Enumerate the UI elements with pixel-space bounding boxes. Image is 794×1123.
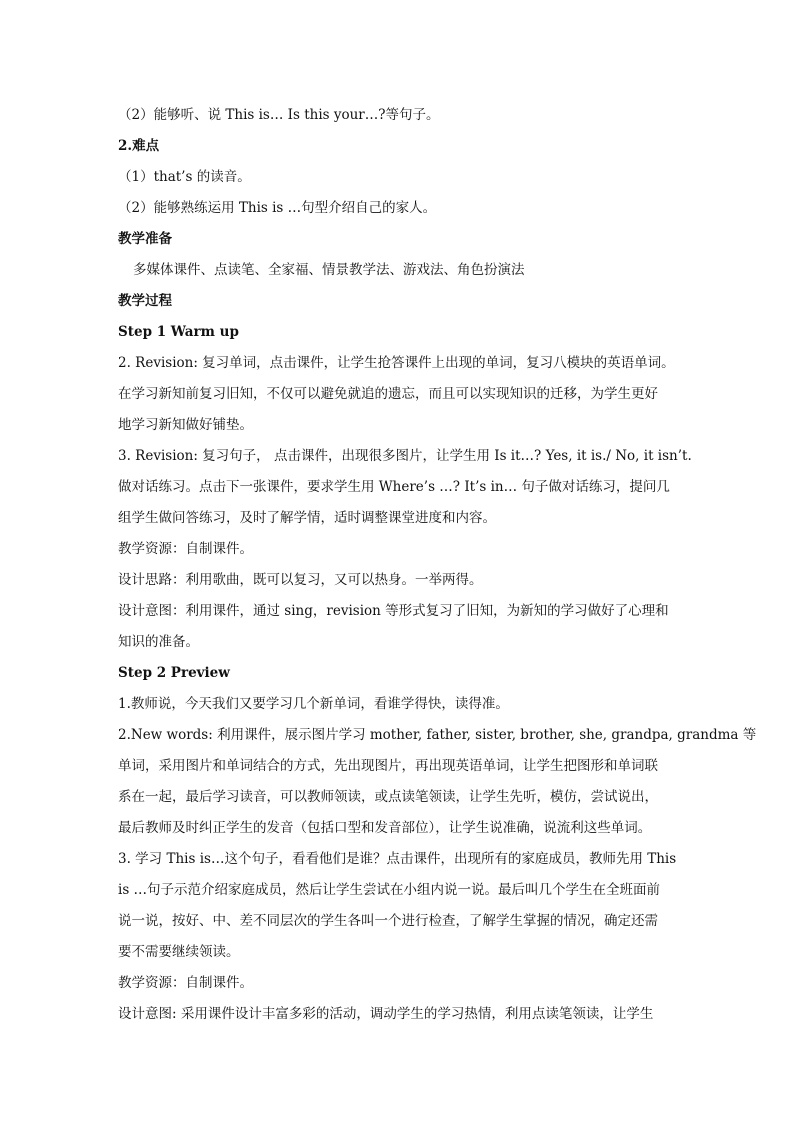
text-line: 设计意图：利用课件，通过 sing，revision 等形式复习了旧知，为新知的学习做好了心理和 [118,603,669,619]
text-line: 系在一起，最后学习读音，可以教师领读，或点读笔领读，让学生先听，模仿，尝试说出， [118,789,658,805]
text-line: 3. Revision: 复习句子， 点击课件，出现很多图片，让学生用 Is it…? Yes, it is./ No, it isn’t. [118,448,692,464]
document-page [118,100,757,1030]
text-line: 教学资源：自制课件。 [118,541,253,557]
text-line: 最后教师及时纠正学生的发音（包括口型和发音部位），让学生说准确，说流利这些单词。 [118,820,652,836]
section-heading-process: 教学过程 [118,293,172,309]
text-line: （2）能够听、说 This is… Is this your…?等句子。 [118,107,440,123]
text-line: 多媒体课件、点读笔、全家福、情景教学法、游戏法、角色扮演法 [133,262,525,278]
text-line: 教学资源：自制课件。 [118,975,253,991]
text-line: 说一说，按好、中、差不同层次的学生各叫一个进行检查，了解学生掌握的情况，确定还需 [118,913,658,929]
text-line: 要不需要继续领读。 [118,944,240,960]
section-heading-difficulty: 2.难点 [118,138,160,154]
text-line: 设计思路：利用歌曲，既可以复习，又可以热身。一举两得。 [118,572,483,588]
text-line: is …句子示范介绍家庭成员，然后让学生尝试在小组内说一说。最后叫几个学生在全班面前 [118,882,661,898]
text-line: 设计意图: 采用课件设计丰富多彩的活动，调动学生的学习热情，利用点读笔领读，让学生 [118,1006,654,1022]
text-line: （2）能够熟练运用 This is …句型介绍自己的家人。 [118,200,437,216]
section-heading-preparation: 教学准备 [118,231,172,247]
step-heading-warm-up: Step 1 Warm up [118,324,239,340]
text-line: （1）that’s 的读音。 [118,169,251,185]
text-line: 知识的准备。 [118,634,199,650]
text-line: 在学习新知前复习旧知，不仅可以避免就追的遗忘，而且可以实现知识的迁移，为学生更好 [118,386,658,402]
step-heading-preview: Step 2 Preview [118,665,230,681]
text-line: 地学习新知做好铺垫。 [118,417,253,433]
text-line: 2. Revision: 复习单词，点击课件，让学生抢答课件上出现的单词，复习八模块的英语单词。 [118,355,675,371]
text-line: 组学生做问答练习，及时了解学情，适时调整课堂进度和内容。 [118,510,496,526]
text-line: 做对话练习。点击下一张课件，要求学生用 Where’s …? It’s in… 句子做对话练习，提问几 [118,479,670,495]
text-line: 单词，采用图片和单词结合的方式，先出现图片，再出现英语单词，让学生把图形和单词联 [118,758,658,774]
text-line: 2.New words: 利用课件，展示图片学习 mother, father, sister, brother, she, grandpa, grandma 等 [118,727,757,743]
text-line: 1.教师说，今天我们又要学习几个新单词，看谁学得快，读得准。 [118,696,509,712]
text-line: 3. 学习 This is…这个句子，看看他们是谁？点击课件，出现所有的家庭成员，教师先用 This [118,851,677,867]
